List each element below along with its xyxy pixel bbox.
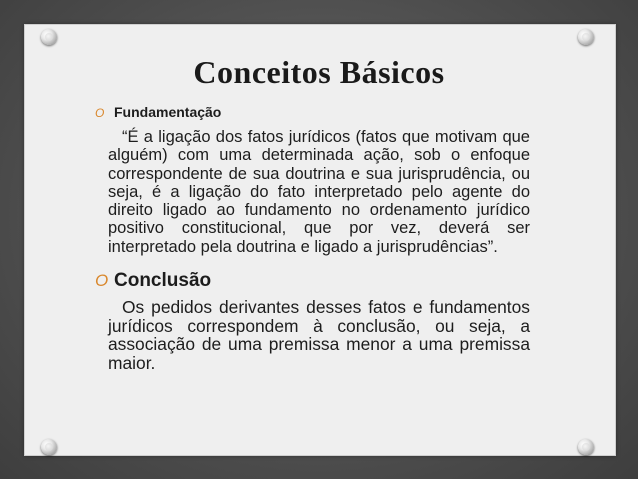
slide-title: Conceitos Básicos	[193, 54, 445, 90]
pushpin-icon	[41, 439, 57, 455]
bullet-heading-row	[95, 104, 530, 120]
pushpin-icon	[578, 439, 594, 455]
slide-body	[95, 104, 530, 373]
section-text: Os pedidos derivantes desses fatos e fundamentos jurídicos correspondem à conclusão, ou seja, a associação de uma premissa menor a uma premissa maior.	[108, 297, 530, 373]
section-fundamentacao	[95, 104, 530, 256]
pushpin-icon	[41, 29, 57, 45]
section-heading: Conclusão	[114, 270, 212, 292]
section-heading: Fundamentação	[114, 104, 222, 120]
bullet-heading-row	[95, 270, 530, 292]
bullet-icon: O	[95, 106, 105, 120]
bullet-icon: O	[95, 271, 109, 291]
section-text: “É a ligação dos fatos jurídicos (fatos que motivam que alguém) com uma determinada ação, sob o enfoque correspondente de sua doutrina e sua jurisprudência, ou seja, é a ligação do fato interpretado pelo agente do direito ligado ao fundamento no ordenamento jurídico positivo constitucional, que por vez, deverá ser interpretado pela doutrina e ligado a jurisprudências”.	[108, 128, 530, 256]
pushpin-icon	[578, 29, 594, 45]
section-conclusao	[95, 270, 530, 373]
